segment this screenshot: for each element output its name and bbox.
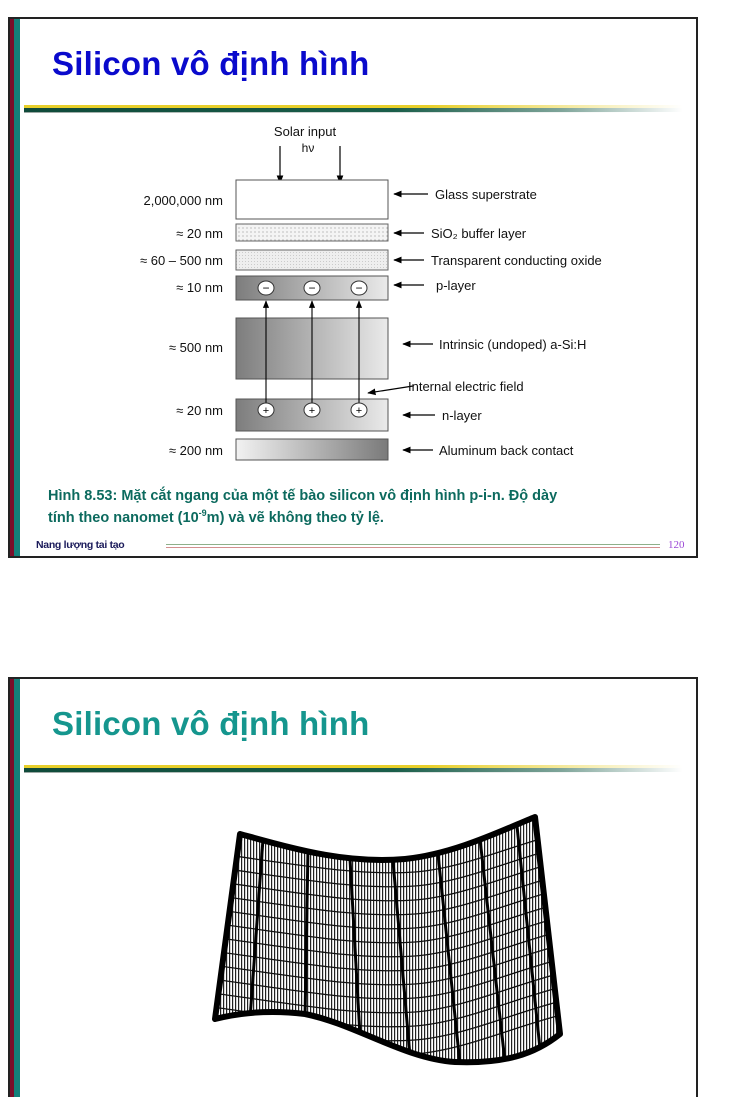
slide-title: Silicon vô định hình <box>52 705 370 742</box>
svg-text:Solar input: Solar input <box>273 124 337 139</box>
svg-text:hν: hν <box>301 141 315 155</box>
slide-1 <box>8 17 698 558</box>
page-number: 120 <box>668 539 685 551</box>
svg-text:+: + <box>355 405 363 417</box>
svg-text:−: − <box>262 281 270 295</box>
footer-double-rule <box>166 544 660 548</box>
layer-aluminum <box>236 439 388 460</box>
svg-text:≈ 20 nm: ≈ 20 nm <box>176 403 223 418</box>
slide-title: Silicon vô định hình <box>52 45 370 82</box>
pin-cell-cross-section-diagram <box>10 119 698 479</box>
title-underline-rule <box>24 105 696 113</box>
layer-glass-superstrate <box>236 180 388 219</box>
svg-text:2,000,000 nm: 2,000,000 nm <box>143 193 223 208</box>
figure-caption: Hình 8.53: Mặt cắt ngang của một tế bào silicon vô định hình p-i-n. Độ dày tính theo nanomet $(10^{-9}m)$ và vẽ không theo tỷ lệ. <box>48 488 558 526</box>
svg-text:Intrinsic (undoped) a-Si:H: Intrinsic (undoped) a-Si:H <box>439 337 587 352</box>
svg-text:SiO₂ buffer layer: SiO₂ buffer layer <box>431 226 527 241</box>
slide-footer <box>36 539 696 553</box>
svg-text:≈ 200 nm: ≈ 200 nm <box>168 443 223 458</box>
left-accent-stripe <box>10 679 20 1097</box>
svg-text:≈ 500 nm: ≈ 500 nm <box>168 340 223 355</box>
svg-text:Aluminum back contact: Aluminum back contact <box>439 443 574 458</box>
layer-sio2-buffer <box>236 224 388 241</box>
svg-text:≈ 20 nm: ≈ 20 nm <box>176 226 223 241</box>
svg-text:Internal electric field: Internal electric field <box>408 379 524 394</box>
layer-tco <box>236 250 388 270</box>
svg-text:Glass superstrate: Glass superstrate <box>435 187 537 202</box>
solar-input-label <box>274 124 337 155</box>
svg-text:+: + <box>262 405 270 417</box>
title-underline-rule <box>24 765 696 773</box>
svg-text:≈ 10 nm: ≈ 10 nm <box>176 280 223 295</box>
svg-text:Transparent conducting oxide: Transparent conducting oxide <box>431 253 602 268</box>
svg-text:n-layer: n-layer <box>442 408 482 423</box>
flexible-solar-panel-image <box>205 804 565 1084</box>
svg-text:−: − <box>355 281 363 295</box>
svg-text:−: − <box>308 281 316 295</box>
thickness-labels <box>140 193 223 458</box>
layer-name-labels <box>408 187 602 458</box>
svg-text:p-layer: p-layer <box>436 278 476 293</box>
footer-course-title: Nang lượng tai tạo <box>36 539 125 551</box>
slide-2 <box>8 677 698 1097</box>
svg-text:+: + <box>308 405 316 417</box>
svg-text:≈ 60 – 500 nm: ≈ 60 – 500 nm <box>139 253 223 268</box>
